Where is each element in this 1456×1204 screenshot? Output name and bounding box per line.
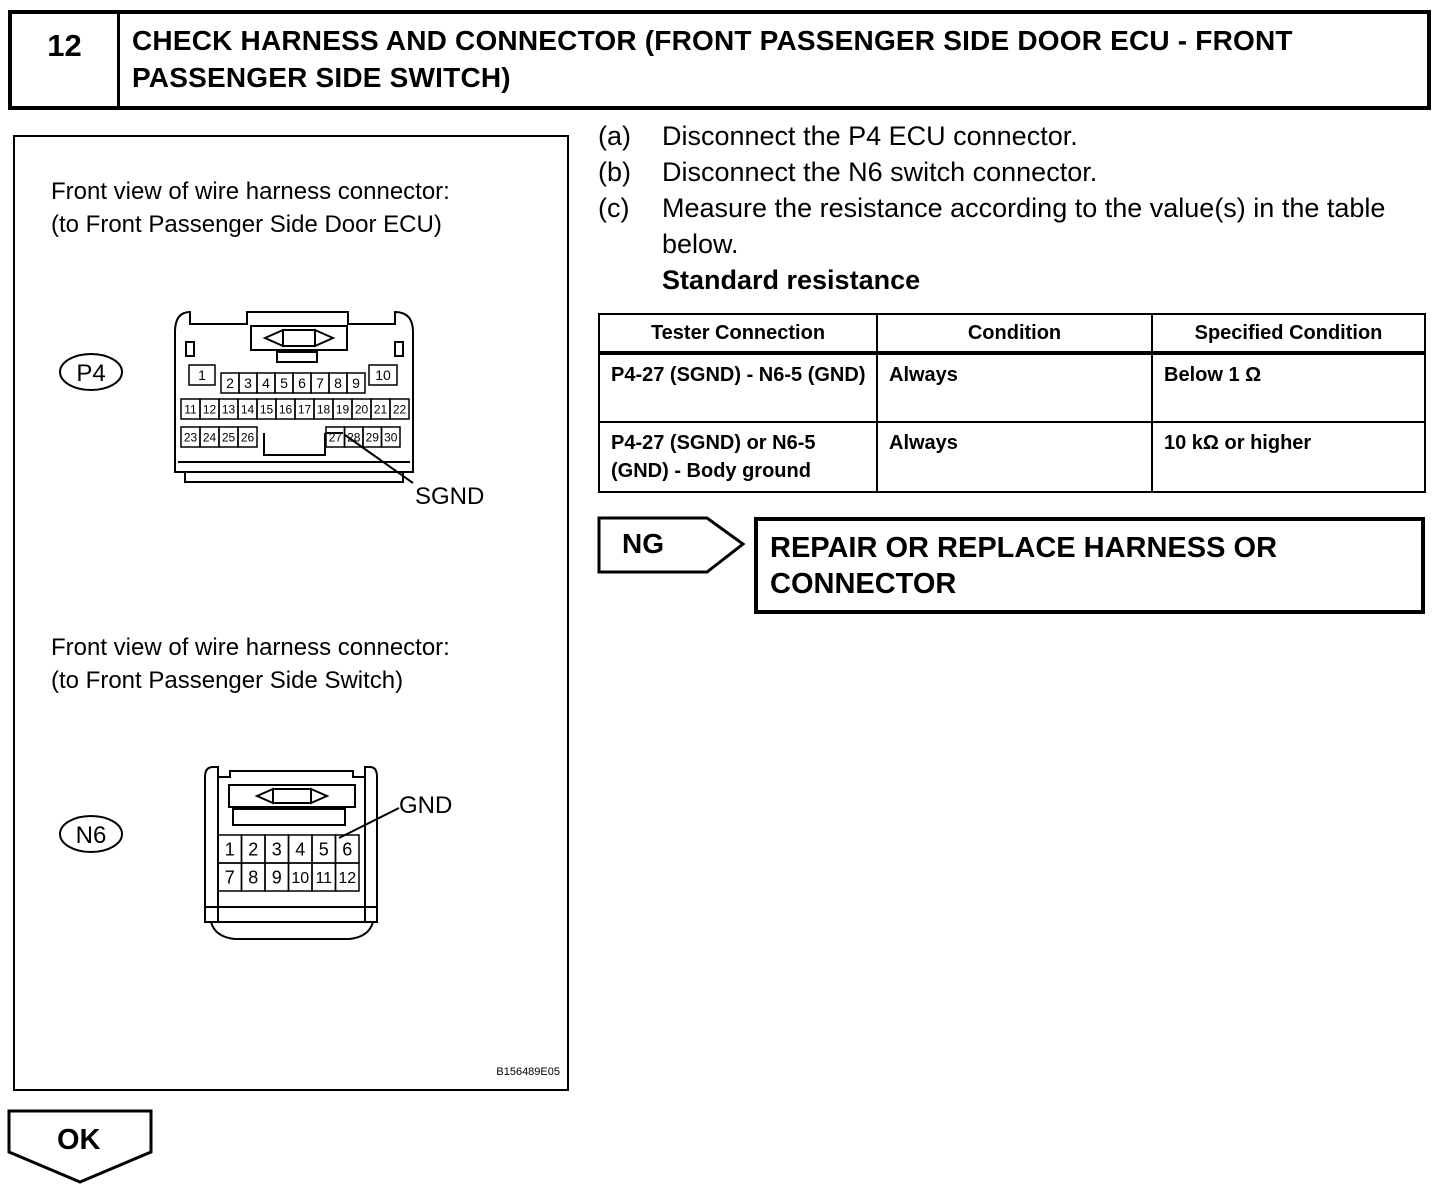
connector-pin	[200, 399, 219, 419]
ok-label: OK	[57, 1124, 101, 1156]
cell-connection: P4-27 (SGND) - N6-5 (GND)	[599, 353, 877, 422]
p4-connector	[175, 312, 413, 483]
pin-number: 8	[334, 375, 342, 392]
connector-pin	[181, 399, 200, 419]
p4-caption-line2: (to Front Passenger Side Door ECU)	[51, 211, 442, 238]
ng-action-line2: CONNECTOR	[770, 568, 957, 600]
cell-condition: Always	[877, 422, 1152, 492]
pin-number: 11	[315, 869, 333, 887]
cell-specified: Below 1 Ω	[1152, 353, 1425, 422]
n6-caption-line1: Front view of wire harness connector:	[51, 634, 450, 661]
pin-number: 6	[342, 839, 353, 860]
n6-label-text: N6	[75, 822, 107, 849]
pin-number: 10	[291, 869, 310, 887]
connector-pin	[218, 863, 242, 891]
n6-gnd-label: GND	[399, 792, 453, 819]
connector-pin	[345, 427, 364, 447]
step-title-line1: CHECK HARNESS AND CONNECTOR (FRONT PASSENGER SIDE DOOR ECU - FRONT	[132, 25, 1293, 56]
pin-number: 6	[298, 375, 306, 392]
step-b	[598, 154, 1428, 190]
table-row	[599, 422, 1425, 492]
step-a-label: (a)	[598, 121, 631, 151]
connector-pin	[382, 427, 401, 447]
pin-number: 23	[183, 430, 198, 445]
connector-pin	[326, 427, 345, 447]
pin-number: 25	[221, 430, 236, 445]
connector-diagram	[13, 135, 569, 1091]
pin-number: 24	[202, 430, 217, 445]
connector-pin	[333, 399, 352, 419]
n6-caption-line2: (to Front Passenger Side Switch)	[51, 667, 404, 694]
connector-pin	[221, 373, 239, 393]
pin-number: 22	[392, 402, 407, 417]
connector-pin	[311, 373, 329, 393]
step-header	[8, 10, 1431, 110]
pin-number: 5	[318, 839, 329, 860]
step-b-label: (b)	[598, 157, 631, 187]
connector-pin	[189, 365, 215, 385]
pin-number: 20	[354, 402, 369, 417]
pin-number: 17	[297, 402, 312, 417]
pin-number: 7	[316, 375, 324, 392]
pin-number: 16	[278, 402, 293, 417]
p4-label-text: P4	[76, 360, 106, 387]
step-a	[598, 118, 1428, 154]
step-c-text: Measure the resistance according to the value(s) in the table below.	[662, 193, 1386, 259]
header-specified-condition: Specified Condition	[1152, 314, 1425, 353]
pin-number: 28	[347, 430, 361, 445]
connector-pin	[200, 427, 219, 447]
connector-pin	[352, 399, 371, 419]
p4-caption-line1: Front view of wire harness connector:	[51, 178, 450, 205]
pin-number: 10	[375, 367, 391, 384]
pin-number: 11	[184, 402, 197, 417]
connector-pin	[369, 365, 397, 385]
cell-condition: Always	[877, 353, 1152, 422]
connector-pin	[218, 835, 242, 863]
connector-pin	[371, 399, 390, 419]
resistance-table	[598, 313, 1426, 493]
p4-sgnd-label: SGND	[415, 483, 485, 510]
cell-specified: 10 kΩ or higher	[1152, 422, 1425, 492]
pin-number: 2	[226, 375, 234, 392]
pin-number: 15	[259, 402, 274, 417]
table-header-row	[599, 314, 1425, 353]
connector-pin	[347, 373, 365, 393]
pin-number: 29	[365, 430, 379, 445]
connector-pin	[265, 835, 289, 863]
connector-pin	[239, 373, 257, 393]
header-condition: Condition	[877, 314, 1152, 353]
connector-pin	[312, 835, 336, 863]
pin-number: 9	[271, 867, 282, 888]
pin-number: 21	[373, 402, 388, 417]
connector-pin	[242, 863, 266, 891]
connector-pin	[295, 399, 314, 419]
connector-pin	[289, 835, 313, 863]
step-a-text: Disconnect the P4 ECU connector.	[662, 121, 1078, 151]
pin-number: 27	[328, 430, 342, 445]
ng-action-box	[754, 517, 1425, 614]
pin-number: 7	[224, 867, 235, 888]
connector-pin	[390, 399, 409, 419]
connector-pin	[336, 863, 360, 891]
connector-pin	[257, 399, 276, 419]
pin-number: 4	[295, 839, 306, 860]
step-title-line2: PASSENGER SIDE SWITCH)	[132, 62, 511, 93]
pin-number: 1	[224, 839, 235, 860]
connector-pin	[314, 399, 333, 419]
connector-pin	[219, 427, 238, 447]
step-b-text: Disconnect the N6 switch connector.	[662, 157, 1098, 187]
connector-pin	[275, 373, 293, 393]
header-tester-connection: Tester Connection	[599, 314, 877, 353]
connector-pin	[238, 399, 257, 419]
pin-number: 18	[316, 402, 331, 417]
cell-connection: P4-27 (SGND) or N6-5 (GND) - Body ground	[599, 422, 877, 492]
connector-pin	[242, 835, 266, 863]
connector-pin	[276, 399, 295, 419]
pin-number: 12	[202, 402, 217, 417]
pin-number: 3	[244, 375, 252, 392]
pin-number: 14	[240, 402, 255, 417]
table-row	[599, 353, 1425, 422]
procedure-steps	[598, 118, 1428, 298]
connector-pin	[312, 863, 336, 891]
connector-pin	[181, 427, 200, 447]
pin-number: 2	[248, 839, 259, 860]
connector-pin	[293, 373, 311, 393]
pin-number: 13	[221, 402, 236, 417]
step-c	[598, 190, 1428, 262]
connector-pin	[219, 399, 238, 419]
pin-number: 8	[248, 867, 259, 888]
ng-arrow-icon	[597, 516, 747, 576]
pin-number: 3	[271, 839, 282, 860]
ng-label: NG	[622, 528, 664, 559]
step-c-label: (c)	[598, 193, 630, 223]
pin-number: 4	[262, 375, 270, 392]
p4-pin-grid	[181, 365, 409, 447]
step-number: 12	[12, 14, 120, 106]
pin-number: 30	[384, 430, 398, 445]
pin-number: 26	[240, 430, 255, 445]
ng-action-line1: REPAIR OR REPLACE HARNESS OR	[770, 532, 1278, 564]
connector-pin	[336, 835, 360, 863]
p4-connector-label	[60, 354, 122, 390]
figure-code: B156489E05	[496, 1066, 560, 1078]
connector-pin	[329, 373, 347, 393]
pin-number: 5	[280, 375, 288, 392]
connector-pin	[289, 863, 313, 891]
step-title	[120, 14, 1293, 106]
pin-number: 9	[352, 375, 360, 392]
connector-pin	[265, 863, 289, 891]
connector-pin	[238, 427, 257, 447]
connector-pin	[363, 427, 382, 447]
pin-number: 12	[338, 869, 357, 887]
n6-connector-label	[60, 816, 122, 852]
connector-pin	[257, 373, 275, 393]
pin-number: 1	[198, 367, 206, 384]
pin-number: 19	[335, 402, 350, 417]
n6-pin-grid	[218, 835, 359, 891]
standard-resistance-title: Standard resistance	[662, 265, 921, 295]
